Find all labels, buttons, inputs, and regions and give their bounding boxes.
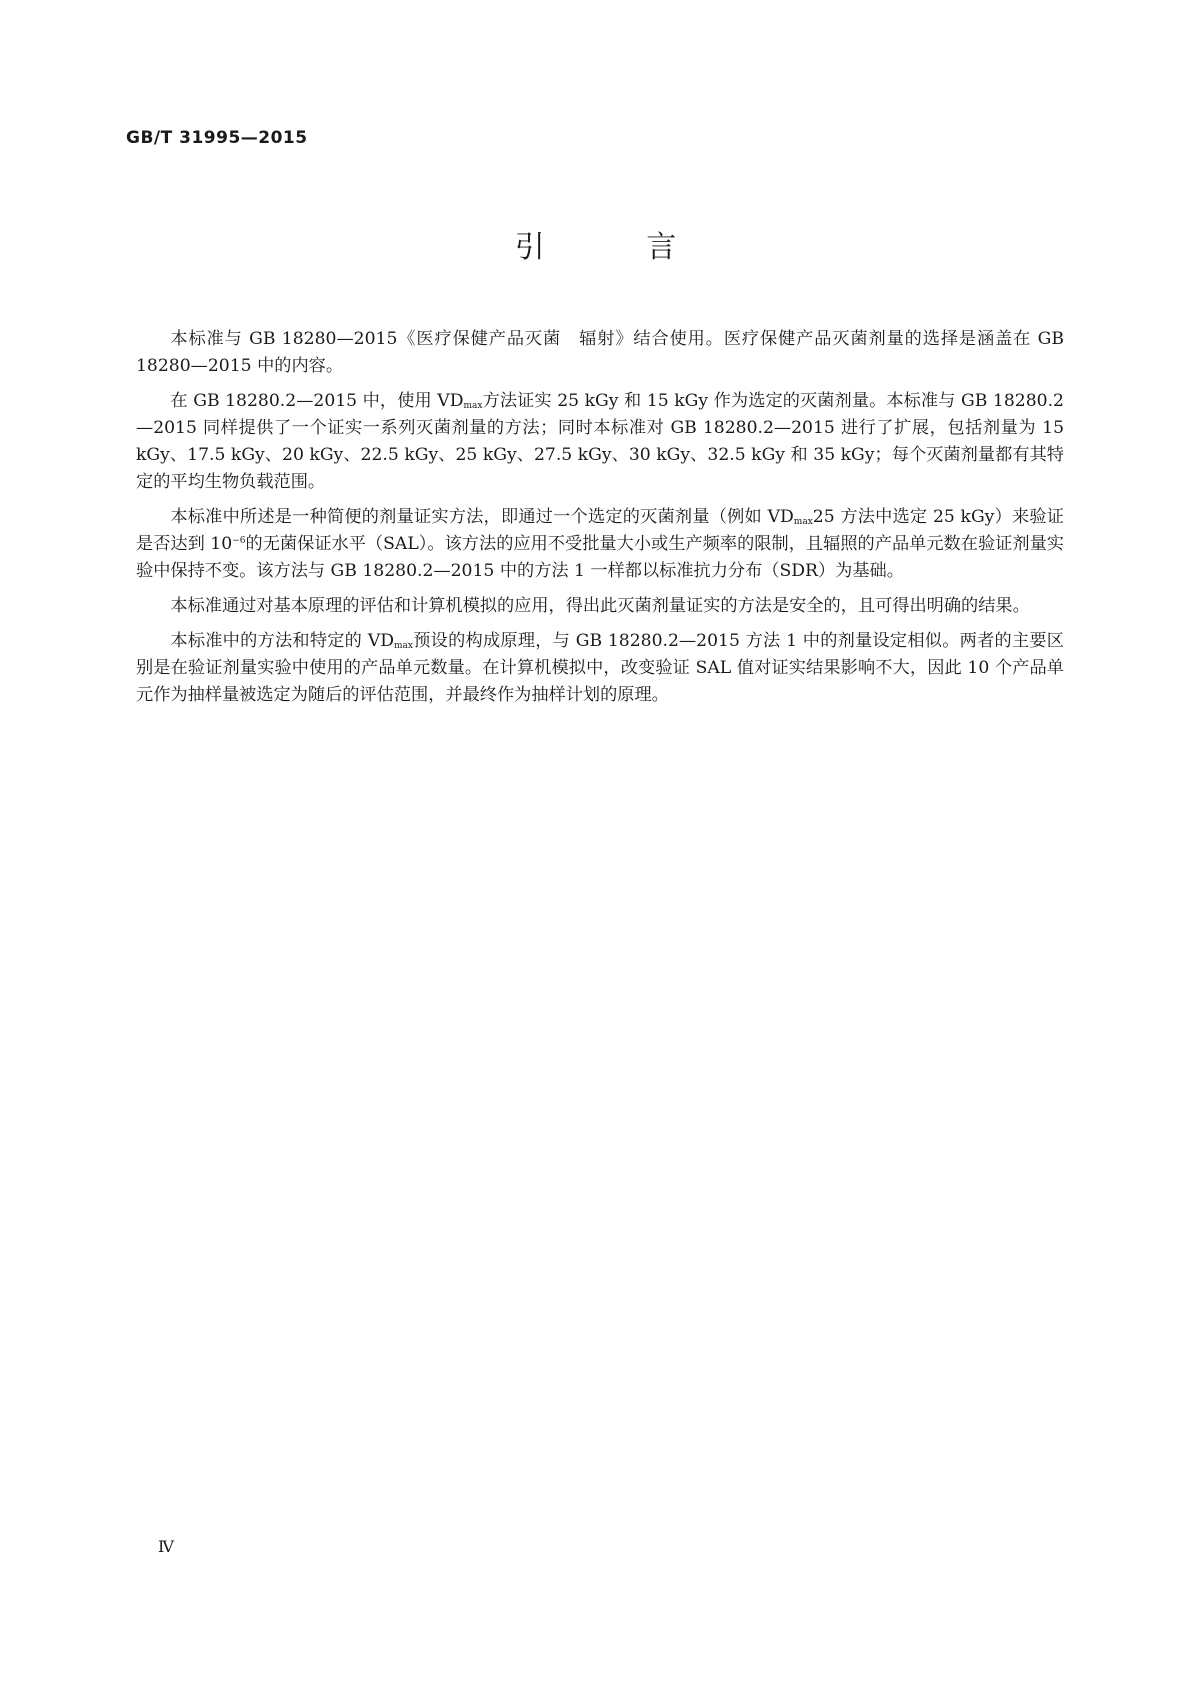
paragraph-3-part-c: 的无菌保证水平（SAL）。该方法的应用不受批量大小或生产频率的限制，且辐照的产品单元数在验证剂量实验中保持不变。该方法与 GB 18280.2—2015 中的方法 1 一样都以标准抗力分布（SDR）为基础。: [136, 534, 1064, 581]
paragraph-5-part-b: 预设的构成原理，与 GB 18280.2—2015 方法 1 中的剂量设定相似。两者的主要区别是在验证剂量实验中使用的产品单元数量。在计算机模拟中，改变验证 SAL 值对证实结果影响不大，因此 10 个产品单元作为抽样量被选定为随后的评估范围，并最终作为抽样计划的原理。: [136, 631, 1064, 705]
paragraph-2-subscript: max: [463, 401, 483, 411]
section-title: 引 言: [514, 230, 723, 265]
paragraph-2-part-b: 方法证实 25 kGy 和 15 kGy 作为选定的灭菌剂量。本标准与 GB 18280.2—2015 同样提供了一个证实一系列灭菌剂量的方法；同时本标准对 GB 18280.2—2015 进行了扩展，包括剂量为 15 kGy、17.5 kGy、20 kGy、22.5 kGy、25 kGy、27.5 kGy、30 kGy、32.5 kGy 和 35 kGy；每个灭菌剂量都有其特定的平均生物负载范围。: [136, 391, 1064, 492]
paragraph-2-part-a: 在 GB 18280.2—2015 中，使用 VD: [170, 391, 464, 411]
paragraph-3-subscript: max: [793, 517, 813, 527]
body-text: [136, 326, 1064, 717]
page-number: Ⅳ: [158, 1537, 174, 1556]
paragraph-3-superscript: −6: [232, 536, 246, 546]
paragraph-5: [136, 628, 1064, 709]
paragraph-3-part-b: 25 方法中选定 25 kGy）来验证是否达到 10: [136, 507, 1064, 554]
paragraph-5-part-a: 本标准中的方法和特定的 VD: [170, 631, 395, 651]
paragraph-1: 本标准与 GB 18280—2015《医疗保健产品灭菌 辐射》结合使用。医疗保健产品灭菌剂量的选择是涵盖在 GB 18280—2015 中的内容。: [136, 329, 1064, 376]
paragraph-3: [136, 504, 1064, 585]
paragraph-5-subscript: max: [394, 641, 413, 651]
paragraph-3-part-a: 本标准中所述是一种简便的剂量证实方法，即通过一个选定的灭菌剂量（例如 VD: [170, 507, 794, 527]
paragraph-4: 本标准通过对基本原理的评估和计算机模拟的应用，得出此灭菌剂量证实的方法是安全的，且可得出明确的结果。: [170, 596, 1030, 616]
standard-code: GB/T 31995—2015: [126, 128, 308, 148]
paragraph-2: [136, 388, 1064, 496]
